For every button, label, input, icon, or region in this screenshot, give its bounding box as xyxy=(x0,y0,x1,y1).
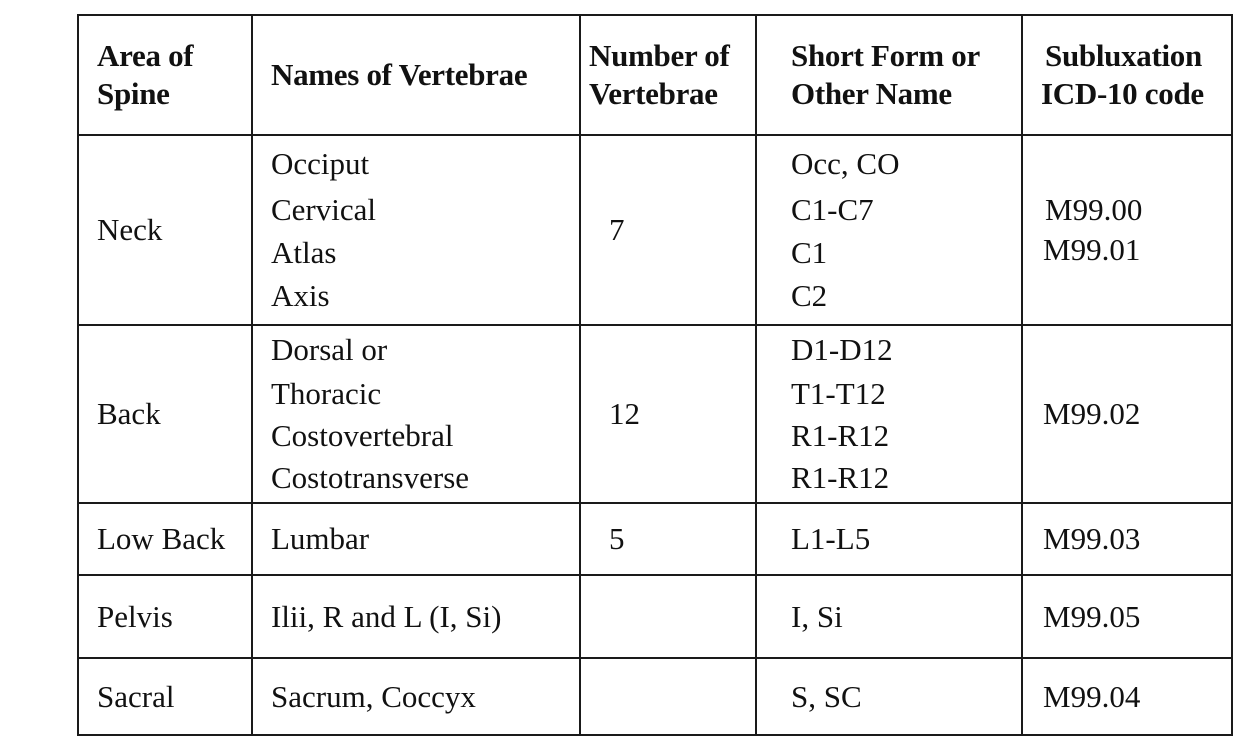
cell-short-form: L1-L5 xyxy=(756,503,1022,575)
table-row-pelvis xyxy=(78,575,1232,658)
cell-icd10-code: M99.02 xyxy=(1022,325,1232,503)
cell-number: 12 xyxy=(580,325,756,503)
cell-area: Low Back xyxy=(78,503,252,575)
header-area-of-spine: Area of Spine xyxy=(78,15,252,135)
cell-area: Neck xyxy=(78,135,252,325)
cell-names: Lumbar xyxy=(252,503,580,575)
header-number-of-vertebrae: Number of Vertebrae xyxy=(580,15,756,135)
cell-icd10-code: M99.00 M99.01 xyxy=(1022,135,1232,325)
cell-icd10-code: M99.05 xyxy=(1022,575,1232,658)
cell-names: Dorsal or Thoracic Costovertebral Costotransverse xyxy=(252,325,580,503)
cell-area: Sacral xyxy=(78,658,252,735)
cell-names: Sacrum, Coccyx xyxy=(252,658,580,735)
header-icd10-code: Subluxation ICD-10 code xyxy=(1022,15,1232,135)
cell-number: 7 xyxy=(580,135,756,325)
table-row-back xyxy=(78,325,1232,503)
cell-icd10-code: M99.04 xyxy=(1022,658,1232,735)
cell-area: Pelvis xyxy=(78,575,252,658)
cell-number xyxy=(580,575,756,658)
cell-area: Back xyxy=(78,325,252,503)
header-short-form: Short Form or Other Name xyxy=(756,15,1022,135)
table-row-sacral xyxy=(78,658,1232,735)
table-container xyxy=(77,14,1233,736)
cell-names: Ilii, R and L (I, Si) xyxy=(252,575,580,658)
cell-short-form: D1-D12 T1-T12 R1-R12 R1-R12 xyxy=(756,325,1022,503)
cell-names: Occiput Cervical Atlas Axis xyxy=(252,135,580,325)
header-names-of-vertebrae: Names of Vertebrae xyxy=(252,15,580,135)
cell-icd10-code: M99.03 xyxy=(1022,503,1232,575)
cell-number xyxy=(580,658,756,735)
table-row-low-back xyxy=(78,503,1232,575)
table-header-row xyxy=(78,15,1232,135)
cell-number: 5 xyxy=(580,503,756,575)
cell-short-form: I, Si xyxy=(756,575,1022,658)
table-row-neck xyxy=(78,135,1232,325)
cell-short-form: Occ, CO C1-C7 C1 C2 xyxy=(756,135,1022,325)
vertebrae-table xyxy=(77,14,1233,736)
cell-short-form: S, SC xyxy=(756,658,1022,735)
